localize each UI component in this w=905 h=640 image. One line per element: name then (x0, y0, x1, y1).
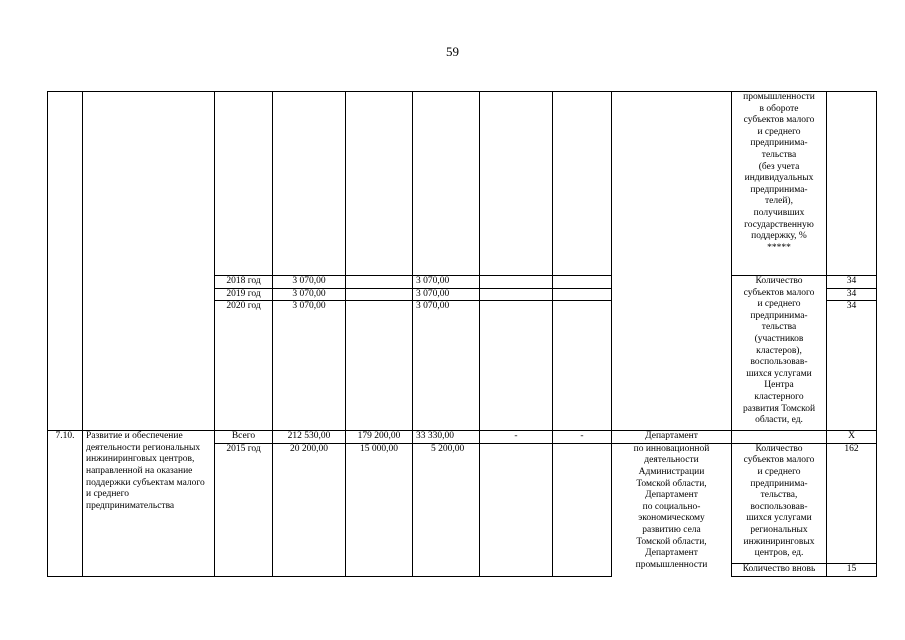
federal-cell: 179 200,00 (346, 431, 413, 444)
total-cell: 212 530,00 (273, 431, 346, 444)
table-row (48, 431, 877, 444)
year-cell (215, 92, 273, 276)
year-cell: Всего (215, 431, 273, 444)
total-cell (273, 92, 346, 276)
other-cell (553, 443, 612, 576)
program-table (47, 91, 877, 577)
executor-cell: по инновационной деятельности Администрации Томской области, Департамент по социально- экономическому развитию села Томской области, Департамент промышленности (612, 443, 732, 576)
regional-cell: 33 330,00 (413, 431, 480, 444)
indicator-value (827, 575, 877, 576)
total-cell: 3 070,00 (273, 288, 346, 301)
other-cell (553, 288, 612, 301)
other-cell (553, 301, 612, 431)
total-cell: 3 070,00 (273, 301, 346, 431)
indicator-name: Количество вновь (732, 563, 827, 575)
executor-cell (612, 92, 732, 431)
indicator-name (732, 431, 827, 444)
other-cell (553, 92, 612, 276)
number-cell (48, 92, 83, 431)
local-cell (480, 276, 553, 289)
name-cell (83, 92, 215, 431)
local-cell (480, 288, 553, 301)
indicator-value: 15 (827, 563, 877, 575)
indicator-value: 162 (827, 443, 877, 563)
indicator-value (827, 92, 877, 276)
federal-cell (346, 301, 413, 431)
page-number: 59 (446, 44, 459, 59)
total-cell: 20 200,00 (273, 443, 346, 576)
regional-cell: 3 070,00 (413, 288, 480, 301)
federal-cell: 15 000,00 (346, 443, 413, 576)
year-cell: 2020 год (215, 301, 273, 431)
other-cell (553, 276, 612, 289)
regional-cell: 5 200,00 (413, 443, 480, 576)
indicator-name: Количество субъектов малого и среднего предпринима- тельства (участников кластеров), воспользовав- шихся услугами Центра кластерного развития Томской области, ед. (732, 276, 827, 431)
local-cell (480, 92, 553, 276)
regional-cell: 3 070,00 (413, 276, 480, 289)
year-cell: 2019 год (215, 288, 273, 301)
federal-cell (346, 288, 413, 301)
table-row (48, 92, 877, 276)
local-cell: - (480, 431, 553, 444)
indicator-name (732, 575, 827, 576)
other-cell: - (553, 431, 612, 444)
regional-cell: 3 070,00 (413, 301, 480, 431)
indicator-name: промышленности в обороте субъектов малого и среднего предпринима- тельства (без учета индивидуальных предпринима- телей), получивших государственную поддержку, % ***** (732, 92, 827, 276)
year-cell: 2015 год (215, 443, 273, 576)
year-cell: 2018 год (215, 276, 273, 289)
indicator-value: 34 (827, 301, 877, 431)
federal-cell (346, 92, 413, 276)
local-cell (480, 443, 553, 576)
local-cell (480, 301, 553, 431)
total-cell: 3 070,00 (273, 276, 346, 289)
executor-first: Департамент (612, 431, 732, 444)
federal-cell (346, 276, 413, 289)
indicator-value: 34 (827, 288, 877, 301)
number-cell: 7.10. (48, 431, 83, 577)
indicator-value: Х (827, 431, 877, 444)
indicator-value: 34 (827, 276, 877, 289)
name-cell: Развитие и обеспечение деятельности региональных инжиниринговых центров, направленной на оказание поддержки субъектам малого и среднего предпринимательства (83, 431, 215, 577)
indicator-name: Количество субъектов малого и среднего предпринима- тельства, воспользовав- шихся услугами региональных инжиниринговых центров, ед. (732, 443, 827, 563)
regional-cell (413, 92, 480, 276)
